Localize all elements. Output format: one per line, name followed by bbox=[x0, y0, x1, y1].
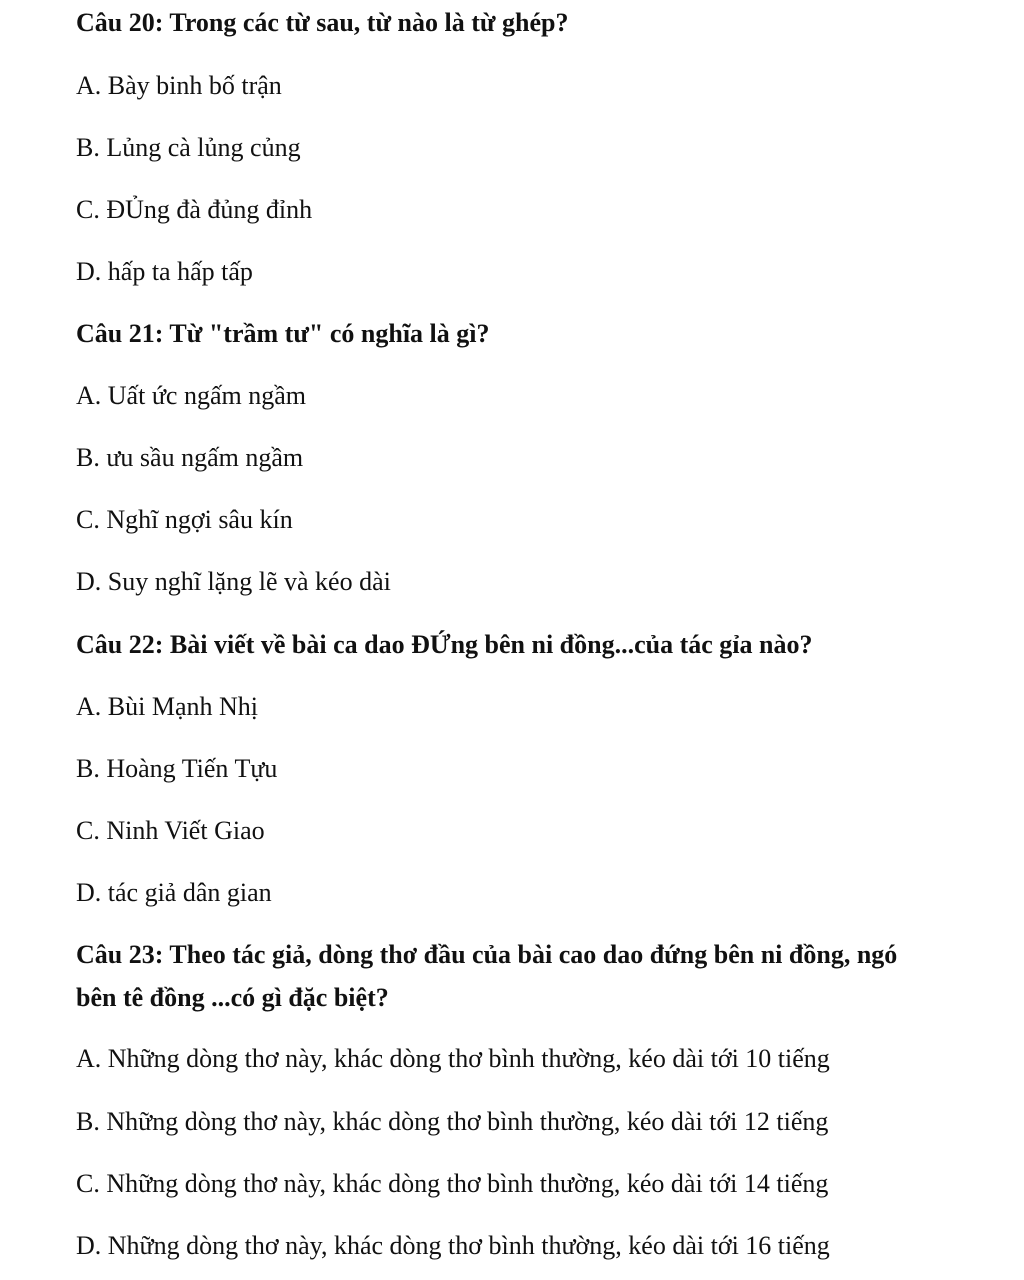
question-23-option-a: A. Những dòng thơ này, khác dòng thơ bình thường, kéo dài tới 10 tiếng bbox=[76, 1044, 830, 1073]
question-21-option-c: C. Nghĩ ngợi sâu kín bbox=[76, 505, 293, 534]
question-20-option-a: A. Bày binh bố trận bbox=[76, 71, 282, 100]
question-23-option-b: B. Những dòng thơ này, khác dòng thơ bình thường, kéo dài tới 12 tiếng bbox=[76, 1107, 829, 1136]
question-20-option-d: D. hấp ta hấp tấp bbox=[76, 257, 253, 286]
question-23-title-line-1: Câu 23: Theo tác giả, dòng thơ đầu của bài cao dao đứng bên ni đồng, ngó bbox=[76, 940, 898, 969]
question-21-option-d: D. Suy nghĩ lặng lẽ và kéo dài bbox=[76, 567, 391, 596]
question-23-title-line-2: bên tê đồng ...có gì đặc biệt? bbox=[76, 983, 389, 1012]
question-23-option-c: C. Những dòng thơ này, khác dòng thơ bình thường, kéo dài tới 14 tiếng bbox=[76, 1169, 829, 1198]
question-21-option-a: A. Uất ức ngấm ngầm bbox=[76, 381, 306, 410]
question-21-title: Câu 21: Từ "trầm tư" có nghĩa là gì? bbox=[76, 319, 490, 348]
question-21-option-b: B. ưu sầu ngấm ngầm bbox=[76, 443, 304, 472]
question-20-option-c: C. ĐỦng đà đủng đỉnh bbox=[76, 195, 313, 224]
question-22-title: Câu 22: Bài viết về bài ca dao ĐỨng bên ni đồng...của tác gỉa nào? bbox=[76, 630, 813, 659]
question-23-option-d: D. Những dòng thơ này, khác dòng thơ bình thường, kéo dài tới 16 tiếng bbox=[76, 1231, 830, 1260]
question-22-option-b: B. Hoàng Tiến Tựu bbox=[76, 754, 278, 783]
question-20-title: Câu 20: Trong các từ sau, từ nào là từ ghép? bbox=[76, 8, 569, 37]
question-20-option-b: B. Lủng cà lủng củng bbox=[76, 133, 301, 162]
question-22-option-d: D. tác giả dân gian bbox=[76, 878, 272, 907]
question-22-option-a: A. Bùi Mạnh Nhị bbox=[76, 692, 258, 721]
question-22-option-c: C. Ninh Viết Giao bbox=[76, 816, 265, 845]
